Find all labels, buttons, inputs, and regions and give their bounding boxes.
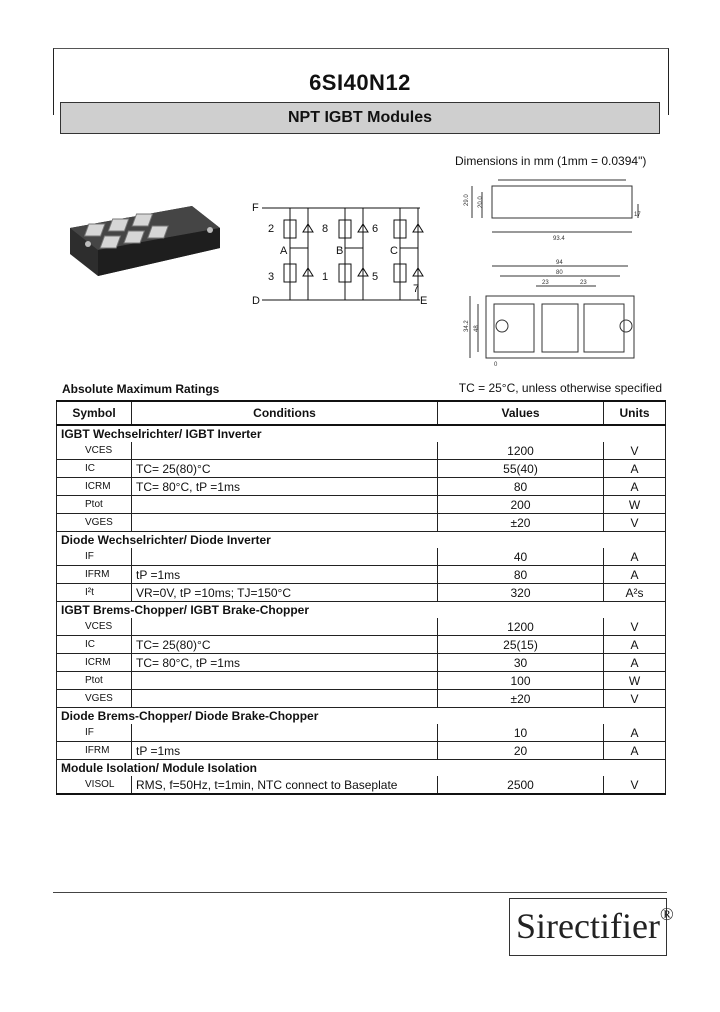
terminal-label: F xyxy=(252,202,259,214)
row-symbol: IF xyxy=(57,724,132,742)
terminal-label: A xyxy=(280,245,288,257)
row-value: 80 xyxy=(438,478,604,496)
row-condition: TC= 25(80)°C xyxy=(132,460,438,478)
table-row xyxy=(57,654,666,672)
brand-logo xyxy=(509,898,674,956)
row-unit: V xyxy=(604,776,666,794)
terminal-label: D xyxy=(252,295,260,307)
row-symbol: ICRM xyxy=(57,478,132,496)
row-value: 20 xyxy=(438,742,604,760)
col-units: Units xyxy=(604,401,666,425)
ratings-table xyxy=(56,400,666,795)
row-symbol: VGES xyxy=(57,690,132,708)
row-condition: tP =1ms xyxy=(132,742,438,760)
side-dim: 20.0 xyxy=(478,196,484,208)
terminal-label: 1 xyxy=(322,271,329,283)
col-conditions: Conditions xyxy=(132,401,438,425)
table-row xyxy=(57,496,666,514)
row-unit: A xyxy=(604,548,666,566)
table-row xyxy=(57,442,666,460)
row-value: 100 xyxy=(438,672,604,690)
table-row xyxy=(57,514,666,532)
side-view-drawing xyxy=(458,170,648,248)
row-condition: VR=0V, tP =10ms; TJ=150°C xyxy=(132,584,438,602)
row-value: ±20 xyxy=(438,514,604,532)
ratings-condition-note: TC = 25°C, unless otherwise specified xyxy=(458,381,662,395)
row-value: 80 xyxy=(438,566,604,584)
row-symbol: ICRM xyxy=(57,654,132,672)
table-group-row xyxy=(57,760,666,777)
row-condition: RMS, f=50Hz, t=1min, NTC connect to Baseplate xyxy=(132,776,438,794)
terminal-label: 8 xyxy=(322,223,329,235)
row-value: 10 xyxy=(438,724,604,742)
row-unit: A xyxy=(604,460,666,478)
terminal-label: 6 xyxy=(372,223,379,235)
table-row xyxy=(57,548,666,566)
row-symbol: IF xyxy=(57,548,132,566)
registered-mark: ® xyxy=(659,904,674,924)
row-symbol: I²t xyxy=(57,584,132,602)
table-row xyxy=(57,636,666,654)
table-group-row xyxy=(57,708,666,725)
row-value: 320 xyxy=(438,584,604,602)
terminal-label: 3 xyxy=(268,271,275,283)
terminal-label: 2 xyxy=(268,223,275,235)
top-dim: 23 xyxy=(542,280,549,286)
group-title: Module Isolation/ Module Isolation xyxy=(57,760,666,777)
row-unit: V xyxy=(604,618,666,636)
side-dim: 93.4 xyxy=(553,236,565,242)
row-value: 1200 xyxy=(438,442,604,460)
subtitle-bar: NPT IGBT Modules xyxy=(60,102,660,134)
row-condition xyxy=(132,548,438,566)
group-title: IGBT Wechselrichter/ IGBT Inverter xyxy=(57,425,666,442)
row-value: 1200 xyxy=(438,618,604,636)
part-number: 6SI40N12 xyxy=(309,70,411,95)
terminal-label: 5 xyxy=(372,271,379,283)
row-condition xyxy=(132,690,438,708)
group-title: IGBT Brems-Chopper/ IGBT Brake-Chopper xyxy=(57,602,666,619)
row-condition xyxy=(132,496,438,514)
row-value: 55(40) xyxy=(438,460,604,478)
terminal-label: C xyxy=(390,245,398,257)
row-unit: A xyxy=(604,636,666,654)
table-row xyxy=(57,566,666,584)
top-dim: 94 xyxy=(556,260,563,266)
table-row xyxy=(57,672,666,690)
row-unit: V xyxy=(604,442,666,460)
table-row xyxy=(57,460,666,478)
row-symbol: IC xyxy=(57,636,132,654)
row-unit: V xyxy=(604,690,666,708)
row-symbol: Ptot xyxy=(57,672,132,690)
module-photo xyxy=(62,188,222,288)
row-symbol: VCES xyxy=(57,442,132,460)
row-symbol: VGES xyxy=(57,514,132,532)
row-condition: tP =1ms xyxy=(132,566,438,584)
row-condition: TC= 25(80)°C xyxy=(132,636,438,654)
row-unit: W xyxy=(604,496,666,514)
terminal-label: 7 xyxy=(413,283,420,295)
row-unit: A xyxy=(604,478,666,496)
row-condition xyxy=(132,618,438,636)
row-unit: A xyxy=(604,566,666,584)
top-dim: 34.2 xyxy=(464,320,470,332)
row-symbol: IFRM xyxy=(57,566,132,584)
col-symbol: Symbol xyxy=(57,401,132,425)
row-symbol: VCES xyxy=(57,618,132,636)
row-unit: A xyxy=(604,724,666,742)
row-symbol: VISOL xyxy=(57,776,132,794)
row-value: 25(15) xyxy=(438,636,604,654)
footer-rule xyxy=(53,892,667,893)
row-condition: TC= 80°C, tP =1ms xyxy=(132,478,438,496)
terminal-label: B xyxy=(336,245,344,257)
top-dim: 0 xyxy=(494,362,498,368)
group-title: Diode Brems-Chopper/ Diode Brake-Chopper xyxy=(57,708,666,725)
side-dim: 29.0 xyxy=(464,194,470,206)
top-dim: 23 xyxy=(580,280,587,286)
row-symbol: IFRM xyxy=(57,742,132,760)
row-condition xyxy=(132,442,438,460)
row-value: 200 xyxy=(438,496,604,514)
row-unit: A xyxy=(604,742,666,760)
brand-name: Sirectifier xyxy=(516,906,660,946)
row-condition xyxy=(132,724,438,742)
row-value: 2500 xyxy=(438,776,604,794)
top-view-drawing xyxy=(458,256,638,368)
circuit-diagram xyxy=(250,198,430,310)
row-unit: A²s xyxy=(604,584,666,602)
table-row xyxy=(57,724,666,742)
row-unit: V xyxy=(604,514,666,532)
row-value: ±20 xyxy=(438,690,604,708)
col-values: Values xyxy=(438,401,604,425)
row-unit: W xyxy=(604,672,666,690)
side-dim: 17 xyxy=(634,212,641,218)
row-symbol: IC xyxy=(57,460,132,478)
row-symbol: Ptot xyxy=(57,496,132,514)
row-unit: A xyxy=(604,654,666,672)
top-dim: 48 xyxy=(474,325,480,332)
table-row xyxy=(57,690,666,708)
terminal-label: E xyxy=(420,295,428,307)
table-row xyxy=(57,478,666,496)
row-value: 30 xyxy=(438,654,604,672)
table-group-row xyxy=(57,602,666,619)
row-value: 40 xyxy=(438,548,604,566)
group-title: Diode Wechselrichter/ Diode Inverter xyxy=(57,532,666,549)
row-condition xyxy=(132,514,438,532)
table-row xyxy=(57,584,666,602)
table-group-row xyxy=(57,532,666,549)
dimensions-label: Dimensions in mm (1mm = 0.0394") xyxy=(455,154,647,168)
row-condition: TC= 80°C, tP =1ms xyxy=(132,654,438,672)
table-row xyxy=(57,776,666,794)
ratings-heading: Absolute Maximum Ratings xyxy=(62,382,220,396)
table-row xyxy=(57,618,666,636)
table-group-row xyxy=(57,425,666,442)
row-condition xyxy=(132,672,438,690)
table-row xyxy=(57,742,666,760)
top-dim: 80 xyxy=(556,270,563,276)
